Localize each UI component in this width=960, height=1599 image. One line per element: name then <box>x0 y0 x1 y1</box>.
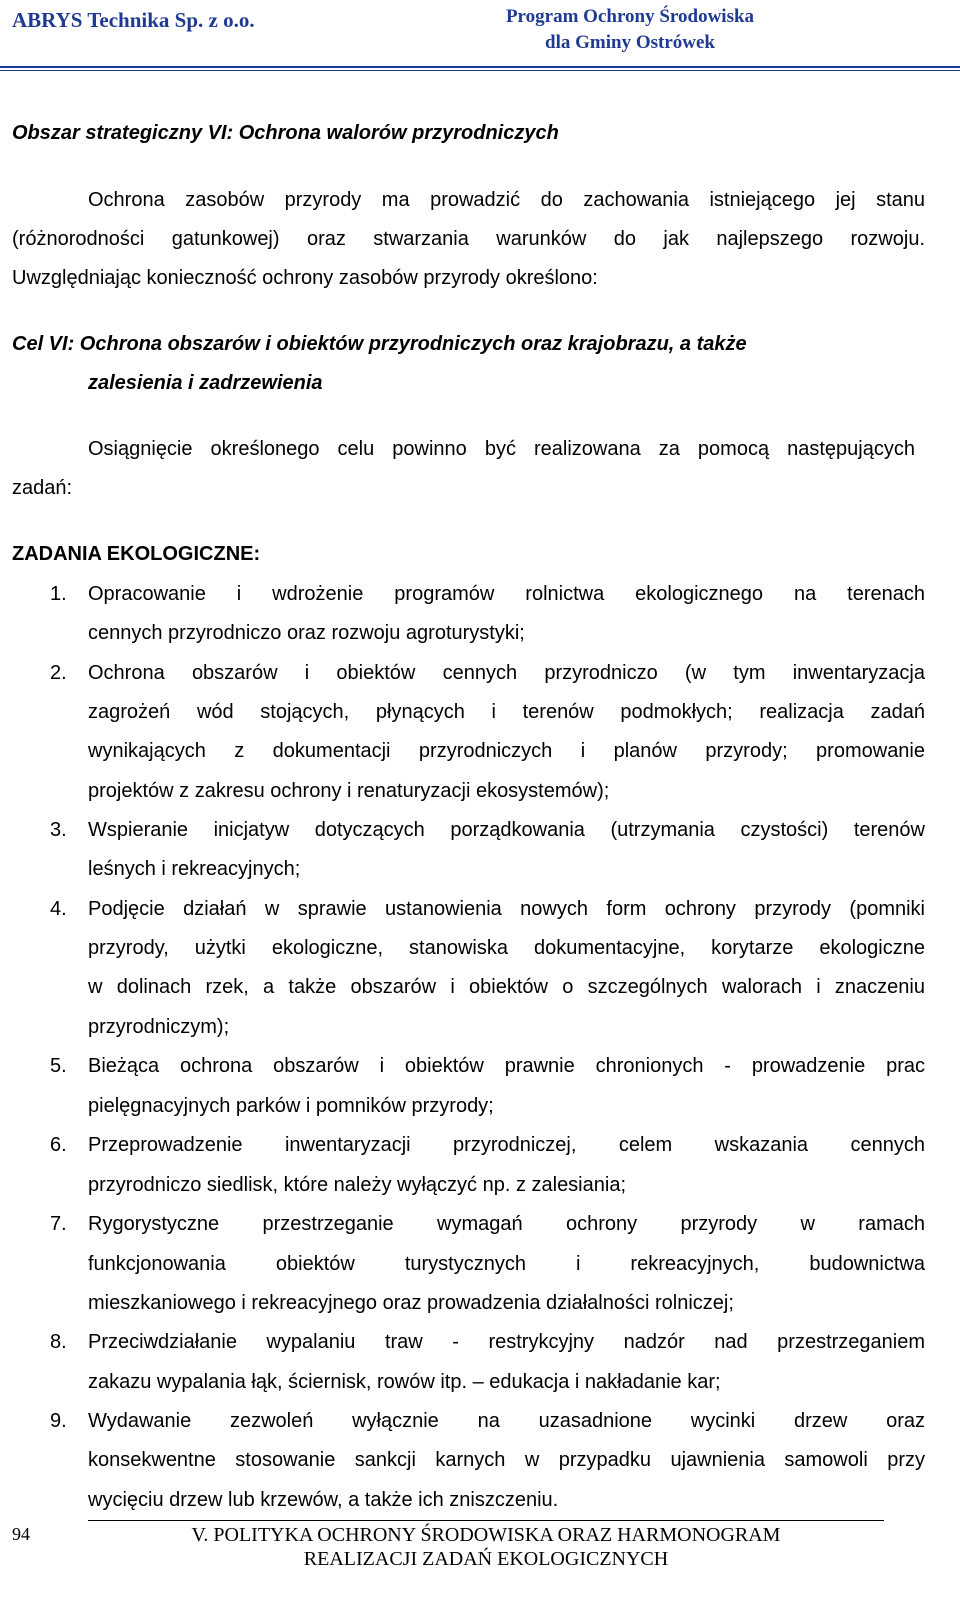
task-line: Ochrona obszarów i obiektów cennych przyrodniczo (w tym inwentaryzacja <box>88 662 925 684</box>
task-line: mieszkaniowego i rekreacyjnego oraz prowadzenia działalności rolniczej; <box>88 1292 734 1314</box>
footer-line-1: V. POLITYKA OCHRONY ŚRODOWISKA ORAZ HARMONOGRAM <box>191 1524 781 1546</box>
task-line: Wspieranie inicjatyw dotyczących porządkowania (utrzymania czystości) terenów <box>88 819 925 841</box>
task-line: Wydawanie zezwoleń wyłącznie na uzasadnione wycinki drzew oraz <box>88 1410 925 1432</box>
footer-line-2: REALIZACJI ZADAŃ EKOLOGICZNYCH <box>303 1548 669 1570</box>
task-line: funkcjonowania obiektów turystycznych i rekreacyjnych, budownictwa <box>88 1253 925 1275</box>
intro-line-2: (różnorodności gatunkowej) oraz stwarzania warunków do jak najlepszego rozwoju. <box>12 228 925 250</box>
task-line: Bieżąca ochrona obszarów i obiektów prawnie chronionych - prowadzenie prac <box>88 1055 925 1077</box>
header-divider-thin <box>0 70 960 71</box>
task-line: przyrody, użytki ekologiczne, stanowiska dokumentacyjne, korytarze ekologiczne <box>88 937 925 959</box>
footer-chapter-title <box>88 1523 884 1571</box>
task-line: zagrożeń wód stojących, płynących i terenów podmokłych; realizacja zadań <box>88 701 925 723</box>
task-number: 9. <box>50 1410 67 1432</box>
task-line: Opracowanie i wdrożenie programów rolnictwa ekologicznego na terenach <box>88 583 925 605</box>
task-line: Przeciwdziałanie wypalaniu traw - restrykcyjny nadzór nad przestrzeganiem <box>88 1331 925 1353</box>
task-line: cennych przyrodniczo oraz rozwoju agroturystyki; <box>88 622 525 644</box>
task-line: przyrodniczym); <box>88 1016 230 1038</box>
task-line: leśnych i rekreacyjnych; <box>88 858 301 880</box>
goal-line-2: zalesienia i zadrzewienia <box>88 372 323 394</box>
achieve-line-1: Osiągnięcie określonego celu powinno być realizowana za pomocą następujących <box>88 438 915 460</box>
task-line: pielęgnacyjnych parków i pomników przyrody; <box>88 1095 494 1117</box>
header-divider <box>0 66 960 68</box>
section-title: Obszar strategiczny VI: Ochrona walorów przyrodniczych <box>12 122 559 144</box>
task-line: w dolinach rzek, a także obszarów i obiektów o szczególnych walorach i znaczeniu <box>88 976 925 998</box>
goal-line-1: Cel VI: Ochrona obszarów i obiektów przyrodniczych oraz krajobrazu, a także <box>12 333 747 355</box>
task-number: 2. <box>50 662 67 684</box>
footer-divider <box>88 1520 884 1521</box>
task-number: 3. <box>50 819 67 841</box>
task-line: konsekwentne stosowanie sankcji karnych w przypadku ujawnienia samowoli przy <box>88 1449 925 1471</box>
program-title <box>470 4 790 56</box>
task-line: wycięciu drzew lub krzewów, a także ich zniszczeniu. <box>88 1489 559 1511</box>
task-number: 6. <box>50 1134 67 1156</box>
intro-line-1: Ochrona zasobów przyrody ma prowadzić do zachowania istniejącego jej stanu <box>88 189 925 211</box>
program-title-line1: Program Ochrony Środowiska <box>505 6 755 27</box>
task-line: zakazu wypalania łąk, ściernisk, rowów itp. – edukacja i nakładanie kar; <box>88 1371 721 1393</box>
task-number: 5. <box>50 1055 67 1077</box>
task-line: przyrodniczo siedlisk, które należy wyłączyć np. z zalesiania; <box>88 1174 626 1196</box>
company-name: ABRYS Technika Sp. z o.o. <box>12 8 255 32</box>
task-number: 1. <box>50 583 67 605</box>
program-title-line2: dla Gminy Ostrówek <box>545 32 715 53</box>
intro-line-3: Uwzględniając konieczność ochrony zasobów przyrody określono: <box>12 267 598 289</box>
task-line: Przeprowadzenie inwentaryzacji przyrodniczej, celem wskazania cennych <box>88 1134 925 1156</box>
achieve-line-2: zadań: <box>12 477 73 499</box>
tasks-heading: ZADANIA EKOLOGICZNE: <box>12 543 261 565</box>
task-number: 7. <box>50 1213 67 1235</box>
task-line: Rygorystyczne przestrzeganie wymagań ochrony przyrody w ramach <box>88 1213 925 1235</box>
task-number: 8. <box>50 1331 67 1353</box>
page-number: 94 <box>12 1524 30 1544</box>
task-line: wynikających z dokumentacji przyrodniczych i planów przyrody; promowanie <box>88 740 925 762</box>
task-number: 4. <box>50 898 67 920</box>
task-line: Podjęcie działań w sprawie ustanowienia nowych form ochrony przyrody (pomniki <box>88 898 925 920</box>
task-line: projektów z zakresu ochrony i renaturyzacji ekosystemów); <box>88 780 610 802</box>
